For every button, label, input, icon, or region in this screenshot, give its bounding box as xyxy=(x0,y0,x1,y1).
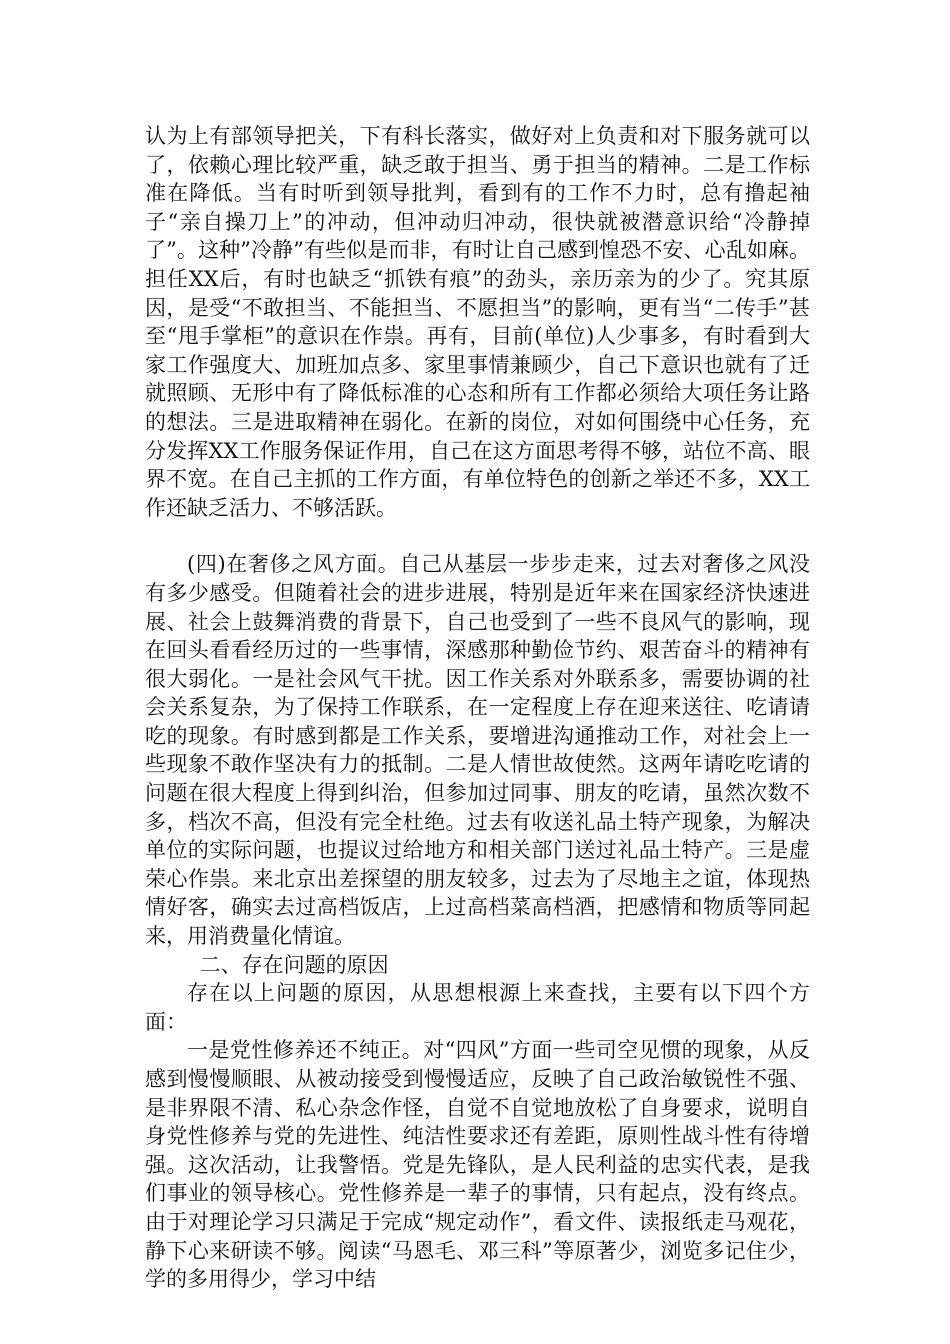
paragraph-work-standards: 认为上有部领导把关，下有科长落实，做好对上负责和对下服务就可以了，依赖心理比较严重，缺乏敢于担当、勇于担当的精神。二是工作标准在降低。当有时听到领导批判，看到有的工作不力时，总有撸起袖子“亲自操刀上”的冲动，但冲动归冲动，很快就被潜意识给“冷静掉了”。这种”冷静”有些似是而非，有时让自己感到惶恐不安、心乱如麻。担任XX后，有时也缺乏“抓铁有痕”的劲头，亲历亲为的少了。究其原因，是受“不敢担当、不能担当、不愿担当”的影响，更有当“二传手”甚至“甩手掌柜”的意识在作祟。再有，目前(单位)人少事多，有时看到大家工作强度大、加班加点多、家里事情兼顾少，自己下意识也就有了迁就照顾、无形中有了降低标准的心态和所有工作都必须给大项任务让路的想法。三是进取精神在弱化。在新的岗位，对如何围绕中心任务，充分发挥XX工作服务保证作用，自己在这方面思考得不够，站位不高、眼界不宽。在自己主抓的工作方面，有单位特色的创新之举还不多，XX工作还缺乏活力、不够活跃。 xyxy=(145,124,810,520)
section-heading-causes: 二、存在问题的原因 xyxy=(199,952,389,977)
paragraph-party-spirit: 一是党性修养还不纯正。对“四风”方面一些司空见惯的现象，从反感到慢慢顺眼、从被动接受到慢慢适应，反映了自己政治敏锐性不强、是非界限不清、私心杂念作怪，自觉不自觉地放松了自身要求，说明自身党性修养与党的先进性、纯洁性要求还有差距，原则性战斗性有待增强。这次活动，让我警悟。党是先锋队，是人民利益的忠实代表，是我们事业的领导核心。党性修养是一辈子的事情，只有起点，没有终点。由于对理论学习只满足于完成“规定动作”，看文件、读报纸走马观花，静下心来研读不够。阅读“马恩毛、邓三科”等原著少，浏览多记住少，学的多用得少，学习中结 xyxy=(145,1038,810,1292)
paragraph-extravagance: (四)在奢侈之风方面。自己从基层一步步走来，过去对奢侈之风没有多少感受。但随着社会的进步进展，特别是近年来在国家经济快速进展、社会上鼓舞消费的背景下，自己也受到了一些不良风气的影响，现在回头看看经历过的一些事情，深感那种勤俭节约、艰苦奋斗的精神有很大弱化。一是社会风气干扰。因工作关系对外联系多，需要协调的社会关系复杂，为了保持工作联系，在一定程度上存在迎来送往、吃请请吃的现象。有时感到都是工作关系，要增进沟通推动工作，对社会上一些现象不敢作坚决有力的抵制。二是人情世故使然。这两年请吃吃请的问题在很大程度上得到纠治，但参加过同事、朋友的吃请，虽然次数不多，档次不高，但没有完全杜绝。过去有收送礼品土特产现象，为解决单位的实际问题，也提议过给地方和相关部门送过礼品土特产。三是虚荣心作祟。来北京出差探望的朋友较多，过去为了尽地主之谊，体现热情好客，确实去过高档饭店，上过高档菜高档酒，把感情和物质等同起来，用消费量化情谊。 xyxy=(145,552,810,949)
document-page xyxy=(145,122,810,1294)
paragraph-causes-intro: 存在以上问题的原因，从思想根源上来查找，主要有以下四个方面： xyxy=(145,981,810,1034)
